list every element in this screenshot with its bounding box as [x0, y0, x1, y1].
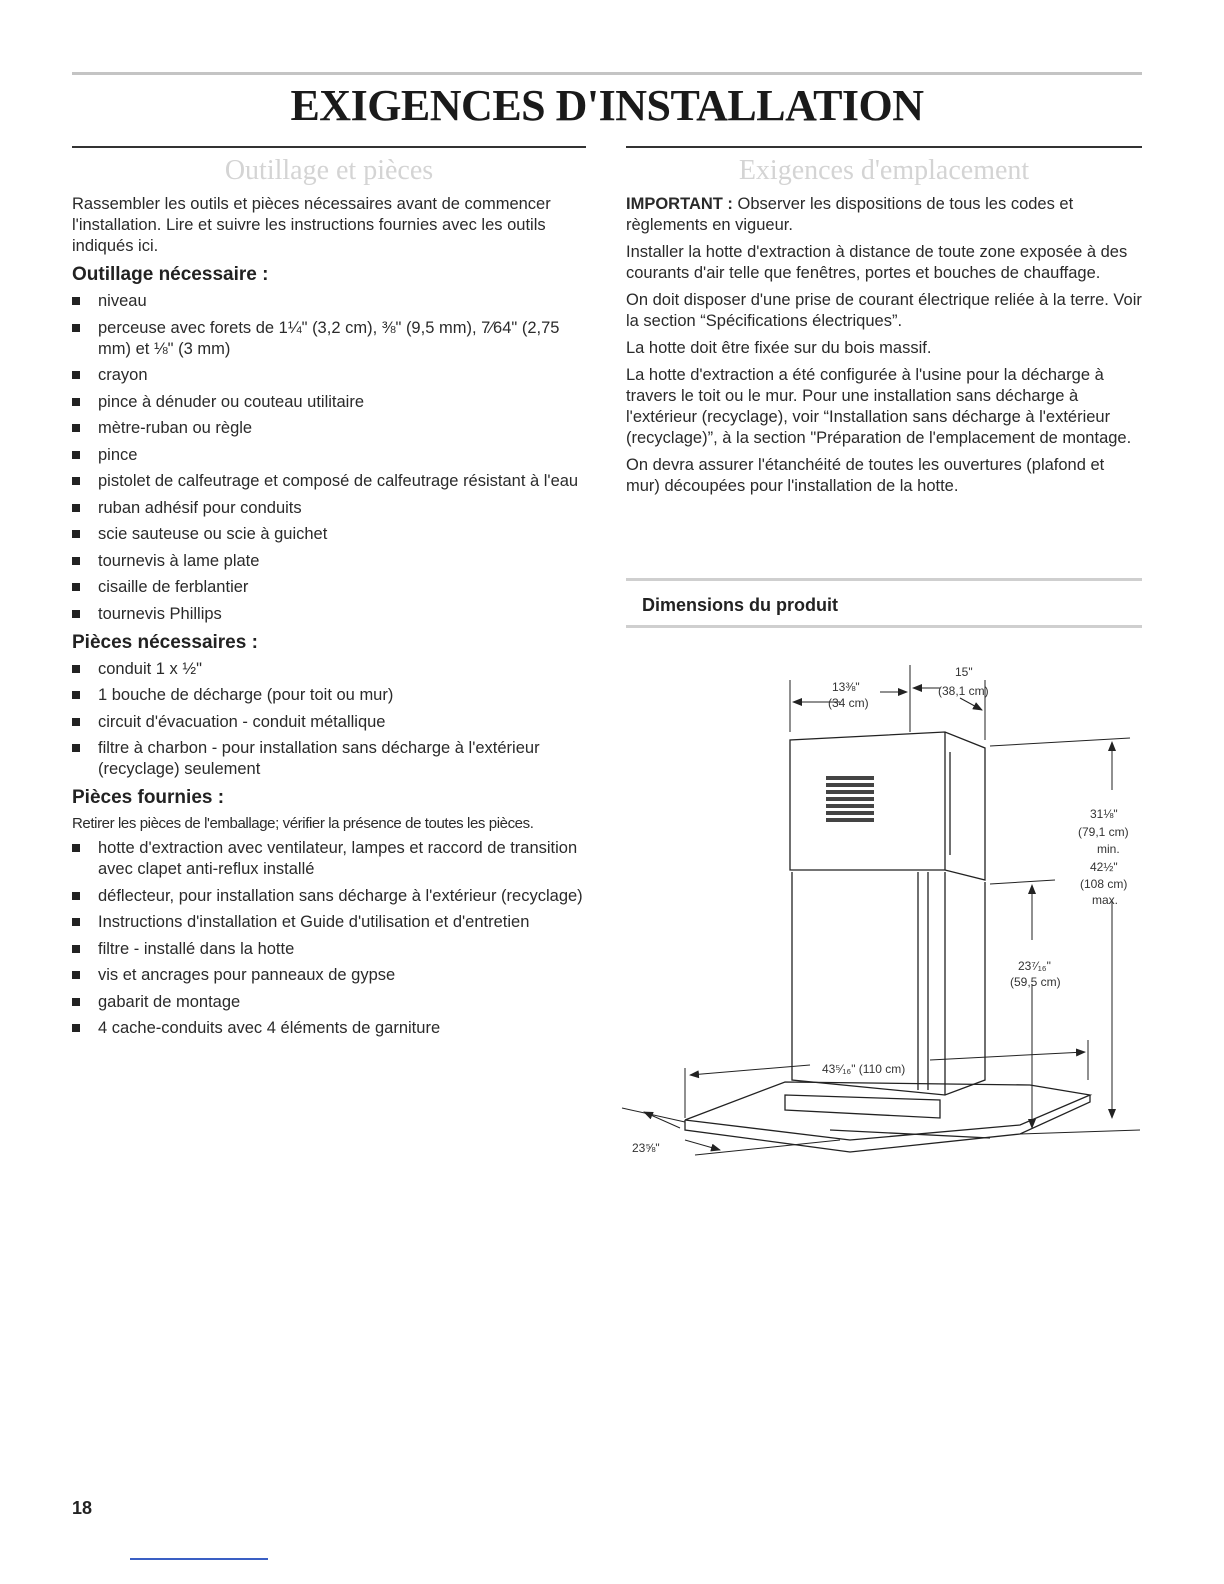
dim-label: 15": [955, 665, 973, 679]
list-item: crayon: [72, 365, 586, 386]
top-rule: [72, 72, 1142, 75]
dimensions-rule-bottom: [626, 625, 1142, 628]
chimney-upper: [790, 732, 985, 880]
bottom-link-underline: [130, 1558, 268, 1560]
dim-label: max.: [1092, 893, 1119, 907]
tools-and-parts-column: [72, 146, 586, 1045]
list-item: filtre - installé dans la hotte: [72, 939, 586, 960]
square-bullet-icon: [72, 297, 80, 305]
square-bullet-icon: [72, 918, 80, 926]
square-bullet-icon: [72, 971, 80, 979]
list-item: pistolet de calfeutrage et composé de calfeutrage résistant à l'eau: [72, 471, 586, 492]
square-bullet-icon: [72, 665, 80, 673]
square-bullet-icon: [72, 583, 80, 591]
canopy-bottom: [685, 1095, 1090, 1152]
list-item: circuit d'évacuation - conduit métallique: [72, 712, 586, 733]
parts-supplied-heading: Pièces fournies :: [72, 787, 225, 808]
list-item: vis et ancrages pour panneaux de gypse: [72, 965, 586, 986]
square-bullet-icon: [72, 504, 80, 512]
arrow-15-right: [960, 698, 982, 710]
dim-ext-depth: [622, 1108, 685, 1122]
section-divider: [72, 146, 586, 148]
tools-intro: Rassembler les outils et pièces nécessaires avant de commencer l'installation. Lire et suivre les instructions fournies avec les outils indiqués ici.: [72, 195, 551, 255]
list-item: mètre-ruban ou règle: [72, 418, 586, 439]
parts-supplied-note: Retirer les pièces de l'emballage; vérifier la présence de toutes les pièces.: [72, 815, 534, 832]
paragraph: La hotte d'extraction a été configurée à l'usine pour la décharge à travers le toit ou le mur. Pour une installation sans décharge à l'extérieur (recyclage), voir “Installation sans décharge à l'extérieur (recyclage)”, à la section "Préparation de l'emplacement de montage.: [626, 366, 1132, 447]
square-bullet-icon: [72, 1024, 80, 1032]
product-dimensions-header: [626, 578, 1142, 628]
tools-heading: Outillage nécessaire :: [72, 264, 269, 285]
tools-list: [72, 291, 586, 625]
dim-label: 42½": [1090, 860, 1118, 874]
parts-needed-list: [72, 659, 586, 781]
list-item: pince: [72, 445, 586, 466]
square-bullet-icon: [72, 945, 80, 953]
dim-label: (79,1 cm): [1078, 825, 1129, 839]
dim-ext-bottom: [1020, 1130, 1140, 1134]
paragraph: Installer la hotte d'extraction à distance de toute zone exposée à des courants d'air telle que fenêtres, portes et bouches de chauffage.: [626, 243, 1128, 282]
vent-grille-icon: [826, 776, 874, 822]
dim-label: min.: [1097, 842, 1120, 856]
location-requirements-column: [626, 146, 1142, 503]
dim-label: 31⅛": [1090, 807, 1118, 821]
square-bullet-icon: [72, 892, 80, 900]
list-item: 1 bouche de décharge (pour toit ou mur): [72, 685, 586, 706]
square-bullet-icon: [72, 610, 80, 618]
square-bullet-icon: [72, 998, 80, 1006]
section-divider: [626, 146, 1142, 148]
list-item: conduit 1 x ½": [72, 659, 586, 680]
page-title: EXIGENCES D'INSTALLATION: [290, 81, 924, 130]
paragraph: La hotte doit être fixée sur du bois massif.: [626, 339, 932, 357]
list-item: tournevis à lame plate: [72, 551, 586, 572]
underside: [830, 1130, 990, 1138]
list-item: Instructions d'installation et Guide d'utilisation et d'entretien: [72, 912, 586, 933]
square-bullet-icon: [72, 477, 80, 485]
page-number: 18: [72, 1498, 93, 1518]
square-bullet-icon: [72, 691, 80, 699]
square-bullet-icon: [72, 371, 80, 379]
list-item: perceuse avec forets de 1¼" (3,2 cm), ⅜" (9,5 mm), 7⁄64" (2,75 mm) et ⅛" (3 mm): [72, 318, 586, 360]
list-item: gabarit de montage: [72, 992, 586, 1013]
square-bullet-icon: [72, 424, 80, 432]
hood-outline: [685, 732, 1090, 1152]
list-item: scie sauteuse ou scie à guichet: [72, 524, 586, 545]
dim-ext-23-top: [990, 880, 1055, 884]
square-bullet-icon: [72, 744, 80, 752]
square-bullet-icon: [72, 398, 80, 406]
dim-label: 13⅜": [832, 680, 860, 694]
dimensions-title: Dimensions du produit: [642, 595, 838, 615]
list-item: 4 cache-conduits avec 4 éléments de garniture: [72, 1018, 586, 1039]
dim-label: (108 cm): [1080, 877, 1128, 891]
paragraph: On devra assurer l'étanchéité de toutes les ouvertures (plafond et mur) découpées pour l'installation de la hotte.: [626, 456, 1105, 495]
location-section-title: Exigences d'emplacement: [738, 155, 1030, 186]
dim-label: 23⅝": [632, 1141, 660, 1155]
list-item: niveau: [72, 291, 586, 312]
list-item: cisaille de ferblantier: [72, 577, 586, 598]
arrow-43-right: [930, 1052, 1085, 1060]
paragraph: On doit disposer d'une prise de courant électrique reliée à la terre. Voir la section “Spécifications électriques”.: [626, 291, 1142, 330]
tools-section-title: Outillage et pièces: [224, 155, 434, 186]
filter-panel: [785, 1095, 940, 1118]
square-bullet-icon: [72, 451, 80, 459]
dim-label: (38,1 cm): [938, 684, 989, 698]
list-item: hotte d'extraction avec ventilateur, lampes et raccord de transition avec clapet anti-reflux installé: [72, 838, 586, 880]
list-item: déflecteur, pour installation sans décharge à l'extérieur (recyclage): [72, 886, 586, 907]
arrow-23-depth-down: [685, 1140, 720, 1150]
important-label: IMPORTANT :: [626, 195, 733, 213]
list-item: pince à dénuder ou couteau utilitaire: [72, 392, 586, 413]
parts-needed-heading: Pièces nécessaires :: [72, 631, 258, 653]
square-bullet-icon: [72, 530, 80, 538]
square-bullet-icon: [72, 557, 80, 565]
canopy-top: [685, 1082, 1090, 1140]
list-item: tournevis Phillips: [72, 604, 586, 625]
dim-label: 23⁷⁄₁₆": [1018, 959, 1051, 973]
square-bullet-icon: [72, 324, 80, 332]
dim-label: 43⁵⁄₁₆" (110 cm): [822, 1062, 906, 1076]
dim-ext-31-top: [990, 738, 1130, 746]
important-paragraph: [626, 194, 1142, 236]
important-text: Observer les dispositions de tous les codes et règlements en vigueur.: [626, 195, 1074, 234]
square-bullet-icon: [72, 718, 80, 726]
list-item: ruban adhésif pour conduits: [72, 498, 586, 519]
dim-label: (34 cm): [828, 696, 869, 710]
range-hood-dimensions-diagram: [600, 640, 1160, 1170]
list-item: filtre à charbon - pour installation sans décharge à l'extérieur (recyclage) seulement: [72, 738, 586, 780]
square-bullet-icon: [72, 844, 80, 852]
dim-label: (59,5 cm): [1010, 975, 1061, 989]
parts-supplied-list: [72, 838, 586, 1039]
